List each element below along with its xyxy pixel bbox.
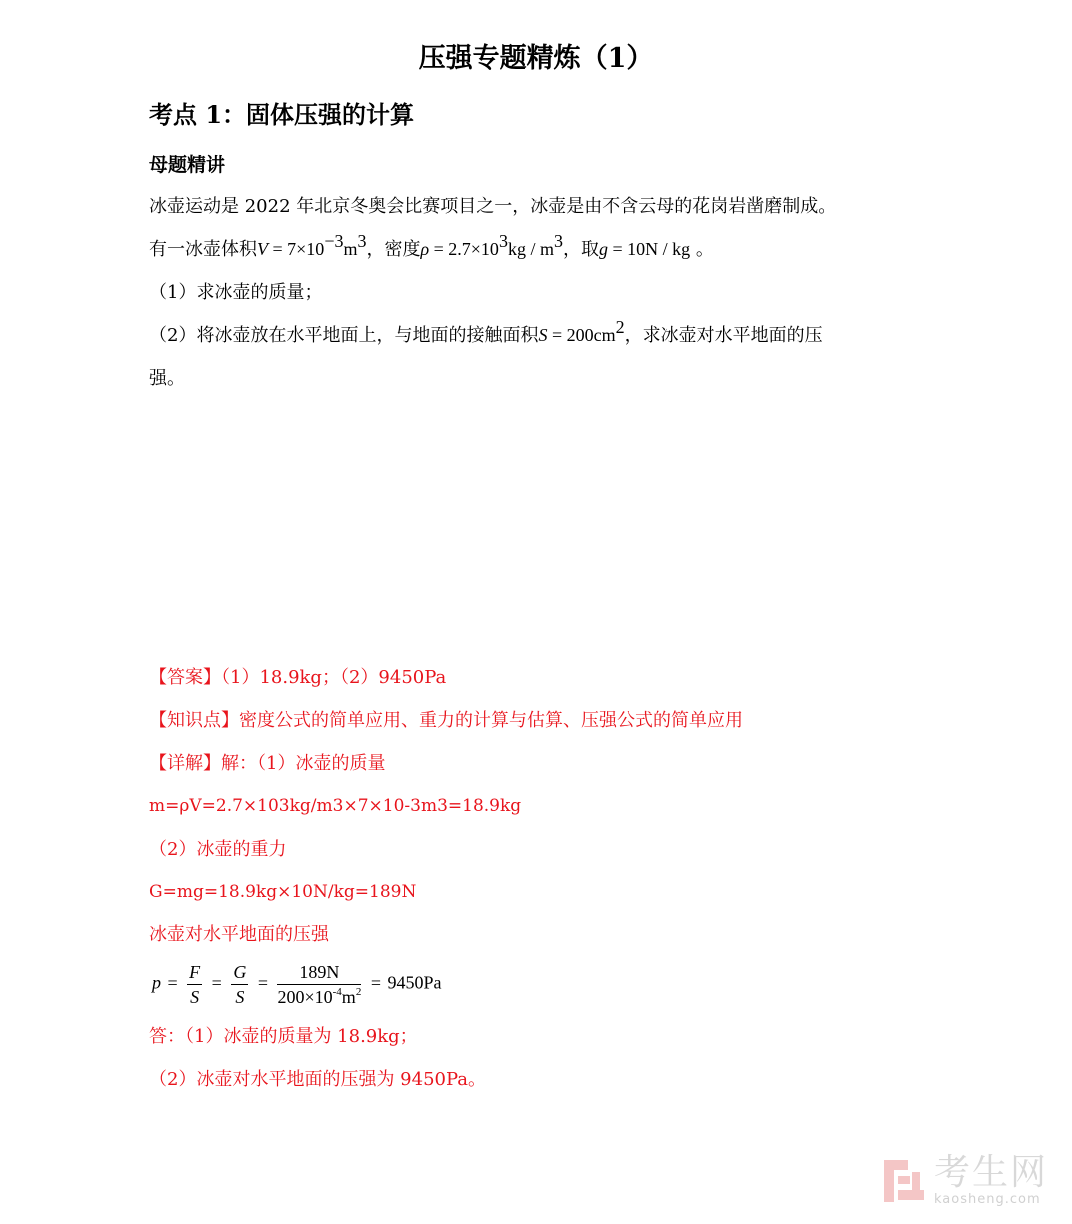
subsection-heading: 母题精讲 bbox=[149, 154, 226, 176]
detail-text: 解：（1）冰壶的质量 bbox=[221, 753, 386, 774]
gravity-value: = 10N / kg bbox=[607, 239, 691, 259]
problem-line-2-text-b: ，密度 bbox=[366, 239, 421, 260]
volume-symbol: V bbox=[257, 239, 268, 259]
watermark-text bbox=[933, 1152, 1048, 1207]
knowledge-line bbox=[149, 708, 743, 734]
watermark-chinese: 考生网 bbox=[933, 1152, 1048, 1193]
density-exponent: 3 bbox=[498, 231, 508, 251]
question-2-text-b: ，求冰壶对水平地面的压 bbox=[624, 325, 823, 346]
detail-line bbox=[149, 751, 385, 777]
section-heading: 考点 1：固体压强的计算 bbox=[149, 100, 415, 129]
knowledge-label: 【知识点】 bbox=[149, 710, 239, 731]
gravity-symbol: g bbox=[598, 239, 608, 259]
problem-line-2-text-a: 有一冰壶体积 bbox=[149, 239, 257, 260]
question-1: （1）求冰壶的质量； bbox=[149, 282, 323, 303]
final-answer-1: 答：（1）冰壶的质量为 18.9kg； bbox=[149, 1026, 418, 1047]
formula-equals-4: = bbox=[370, 972, 381, 993]
answer-line bbox=[149, 665, 446, 691]
denominator-exponent: -4 bbox=[332, 986, 342, 998]
density-unit-exponent: 3 bbox=[553, 231, 563, 251]
step-2-heading: （2）冰壶的重力 bbox=[149, 839, 287, 860]
fraction-values bbox=[277, 962, 361, 1007]
fraction-f-over-s bbox=[187, 962, 202, 1007]
fraction-g-numerator: G bbox=[231, 962, 248, 985]
volume-value: = 7×10 bbox=[268, 239, 325, 259]
question-2 bbox=[149, 317, 823, 349]
final-answer-2: （2）冰壶对水平地面的压强为 9450Pa。 bbox=[149, 1069, 487, 1090]
denominator-unit: m bbox=[341, 987, 356, 1007]
fraction-f-denominator: S bbox=[190, 987, 200, 1007]
knowledge-text: 密度公式的简单应用、重力的计算与估算、压强公式的简单应用 bbox=[239, 710, 743, 731]
watermark-logo bbox=[882, 1152, 1048, 1207]
area-value: = 200cm bbox=[547, 325, 616, 345]
page-title: 压强专题精炼（1） bbox=[418, 43, 654, 74]
fraction-values-numerator: 189N bbox=[277, 962, 361, 985]
volume-unit: m bbox=[343, 239, 358, 259]
pressure-formula bbox=[152, 962, 441, 1007]
formula-equals-2: = bbox=[211, 972, 222, 993]
formula-p: p bbox=[152, 972, 161, 993]
fraction-g-over-s bbox=[231, 962, 248, 1007]
fraction-values-denominator bbox=[277, 985, 361, 1007]
area-symbol: S bbox=[538, 325, 548, 345]
weight-calculation: G=mg=18.9kg×10N/kg=189N bbox=[149, 882, 417, 902]
problem-line-1: 冰壶运动是 2022 年北京冬奥会比赛项目之一，冰壶是由不含云母的花岗岩凿磨制成。 bbox=[149, 196, 837, 217]
formula-result: 9450Pa bbox=[387, 972, 442, 993]
formula-equals-3: = bbox=[257, 972, 268, 993]
density-unit: kg / m bbox=[507, 239, 554, 259]
watermark-domain: kaosheng.com bbox=[933, 1192, 1041, 1207]
question-2-continued: 强。 bbox=[149, 368, 185, 389]
volume-unit-exponent: 3 bbox=[357, 231, 367, 251]
denominator-unit-exponent: 2 bbox=[355, 986, 362, 998]
problem-line-2-text-c: ，取 bbox=[562, 239, 599, 260]
volume-exponent: −3 bbox=[324, 231, 344, 251]
problem-line-2-text-d: 。 bbox=[690, 239, 714, 260]
detail-label: 【详解】 bbox=[149, 753, 221, 774]
answer-label: 【答案】 bbox=[149, 667, 221, 688]
problem-line-2 bbox=[149, 231, 714, 263]
question-2-text-a: （2）将冰壶放在水平地面上，与地面的接触面积 bbox=[149, 325, 539, 346]
step-3-heading: 冰壶对水平地面的压强 bbox=[149, 924, 329, 945]
density-value: = 2.7×10 bbox=[429, 239, 499, 259]
area-exponent: 2 bbox=[615, 317, 625, 337]
denominator-part-a: 200×10 bbox=[277, 987, 333, 1007]
fraction-f-numerator: F bbox=[187, 962, 202, 985]
formula-equals-1: = bbox=[167, 972, 178, 993]
fraction-g-denominator: S bbox=[235, 987, 245, 1007]
mass-calculation: m=ρV=2.7×103kg/m3×7×10-3m3=18.9kg bbox=[149, 796, 522, 816]
kaosheng-logo-icon bbox=[882, 1158, 928, 1204]
answer-text: （1）18.9kg；（2）9450Pa bbox=[221, 667, 447, 688]
density-symbol: ρ bbox=[420, 239, 430, 259]
